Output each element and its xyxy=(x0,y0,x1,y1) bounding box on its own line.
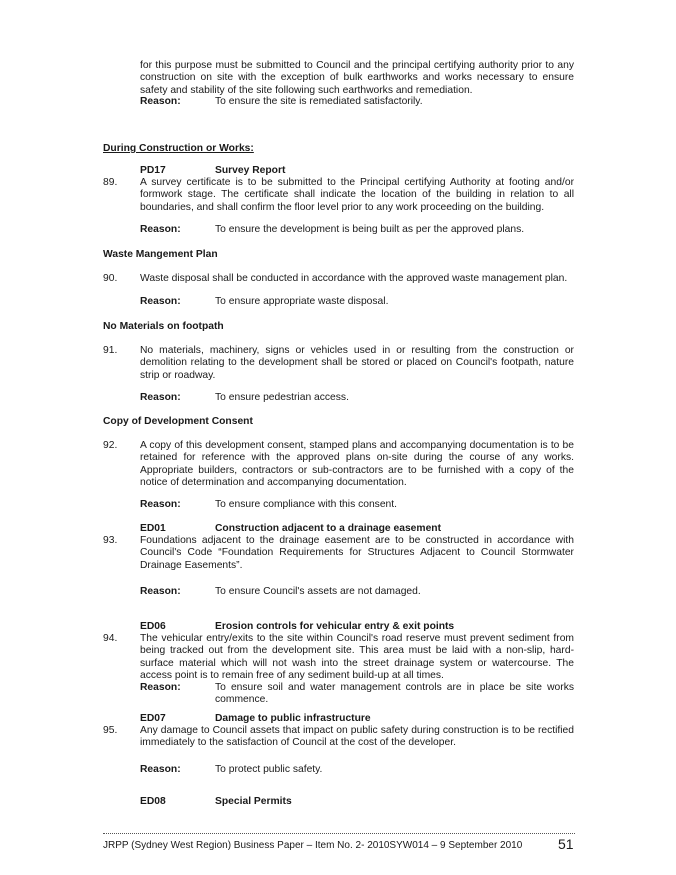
condition-number: 95. xyxy=(103,725,118,736)
condition-title: Damage to public infrastructure xyxy=(215,713,371,724)
condition-number: 94. xyxy=(103,633,118,644)
reason-label: Reason: xyxy=(140,682,181,693)
reason-text: To ensure compliance with this consent. xyxy=(215,499,398,510)
reason-text: To ensure the development is being built as per the approved plans. xyxy=(215,224,525,235)
reason-label: Reason: xyxy=(140,296,181,307)
condition-code: ED07 xyxy=(140,713,166,724)
reason-label: Reason: xyxy=(140,96,181,107)
condition-title: Special Permits xyxy=(215,796,292,807)
condition-number: 89. xyxy=(103,177,118,188)
reason-label: Reason: xyxy=(140,586,181,597)
condition-text: The vehicular entry/exits to the site within Council's road reserve must prevent sediment from being tracked out from the development site. This area must be laid with a non-slip, hard-surface material which will not wash into the street drainage system or watercourse. The access point is to remain free of any sediment build-up at all times. xyxy=(140,633,574,682)
condition-code: ED06 xyxy=(140,621,166,632)
reason-text: To protect public safety. xyxy=(215,764,323,775)
condition-number: 91. xyxy=(103,345,118,356)
condition-text: Foundations adjacent to the drainage easement are to be constructed in accordance with Council's Code “Foundation Requirements for Structures Adjacent to Council Stormwater Drainage Easements”. xyxy=(140,535,574,571)
condition-text: No materials, machinery, signs or vehicles used in or resulting from the construction or demolition relating to the development shall be stored or placed on Council's footpath, nature strip or roadway. xyxy=(140,345,574,381)
reason-label: Reason: xyxy=(140,224,181,235)
condition-number: 93. xyxy=(103,535,118,546)
condition-number: 92. xyxy=(103,440,118,451)
reason-label: Reason: xyxy=(140,764,181,775)
reason-label: Reason: xyxy=(140,499,181,510)
reason-label: Reason: xyxy=(140,392,181,403)
section-heading-footpath: No Materials on footpath xyxy=(103,321,224,332)
footer-text: JRPP (Sydney West Region) Business Paper – Item No. 2- 2010SYW014 – 9 September 2010 xyxy=(103,840,523,851)
condition-text: Any damage to Council assets that impact on public safety during construction is to be rectified immediately to the satisfaction of Council at the cost of the developer. xyxy=(140,725,574,749)
condition-title: Survey Report xyxy=(215,165,286,176)
reason-text: To ensure Council's assets are not damaged. xyxy=(215,586,421,597)
section-heading-waste: Waste Mangement Plan xyxy=(103,249,218,260)
condition-number: 90. xyxy=(103,273,118,284)
reason-text: To ensure appropriate waste disposal. xyxy=(215,296,389,307)
condition-text: A copy of this development consent, stamped plans and accompanying documentation is to be retained for reference with the approved plans on-site during the course of any works. Appropriate builders, contractors or sub-contractors are to be furnished with a copy of the notice of determination and accompanying documentation. xyxy=(140,440,574,489)
reason-text: To ensure the site is remediated satisfactorily. xyxy=(215,96,423,107)
condition-code: ED08 xyxy=(140,796,166,807)
condition-code: PD17 xyxy=(140,165,166,176)
reason-text: To ensure pedestrian access. xyxy=(215,392,349,403)
reason-text: To ensure soil and water management controls are in place be site works commence. xyxy=(215,682,574,706)
condition-code: ED01 xyxy=(140,523,166,534)
page-number: 51 xyxy=(558,836,574,852)
footer-divider xyxy=(103,833,575,834)
section-heading-during-construction: During Construction or Works: xyxy=(103,143,254,154)
intro-paragraph: for this purpose must be submitted to Council and the principal certifying authority prior to any construction on site with the exception of bulk earthworks and works necessary to ensure safety and stability of the site following such earthworks and remediation. xyxy=(140,60,574,96)
condition-title: Construction adjacent to a drainage easement xyxy=(215,523,442,534)
condition-text: A survey certificate is to be submitted to the Principal certifying Authority at footing and/or formwork stage. The certificate shall indicate the location of the building in relation to all boundaries, and shall confirm the floor level prior to any work proceeding on the building. xyxy=(140,177,574,213)
condition-title: Erosion controls for vehicular entry & exit points xyxy=(215,621,455,632)
condition-text: Waste disposal shall be conducted in accordance with the approved waste management plan. xyxy=(140,273,568,284)
section-heading-copy-consent: Copy of Development Consent xyxy=(103,416,253,427)
